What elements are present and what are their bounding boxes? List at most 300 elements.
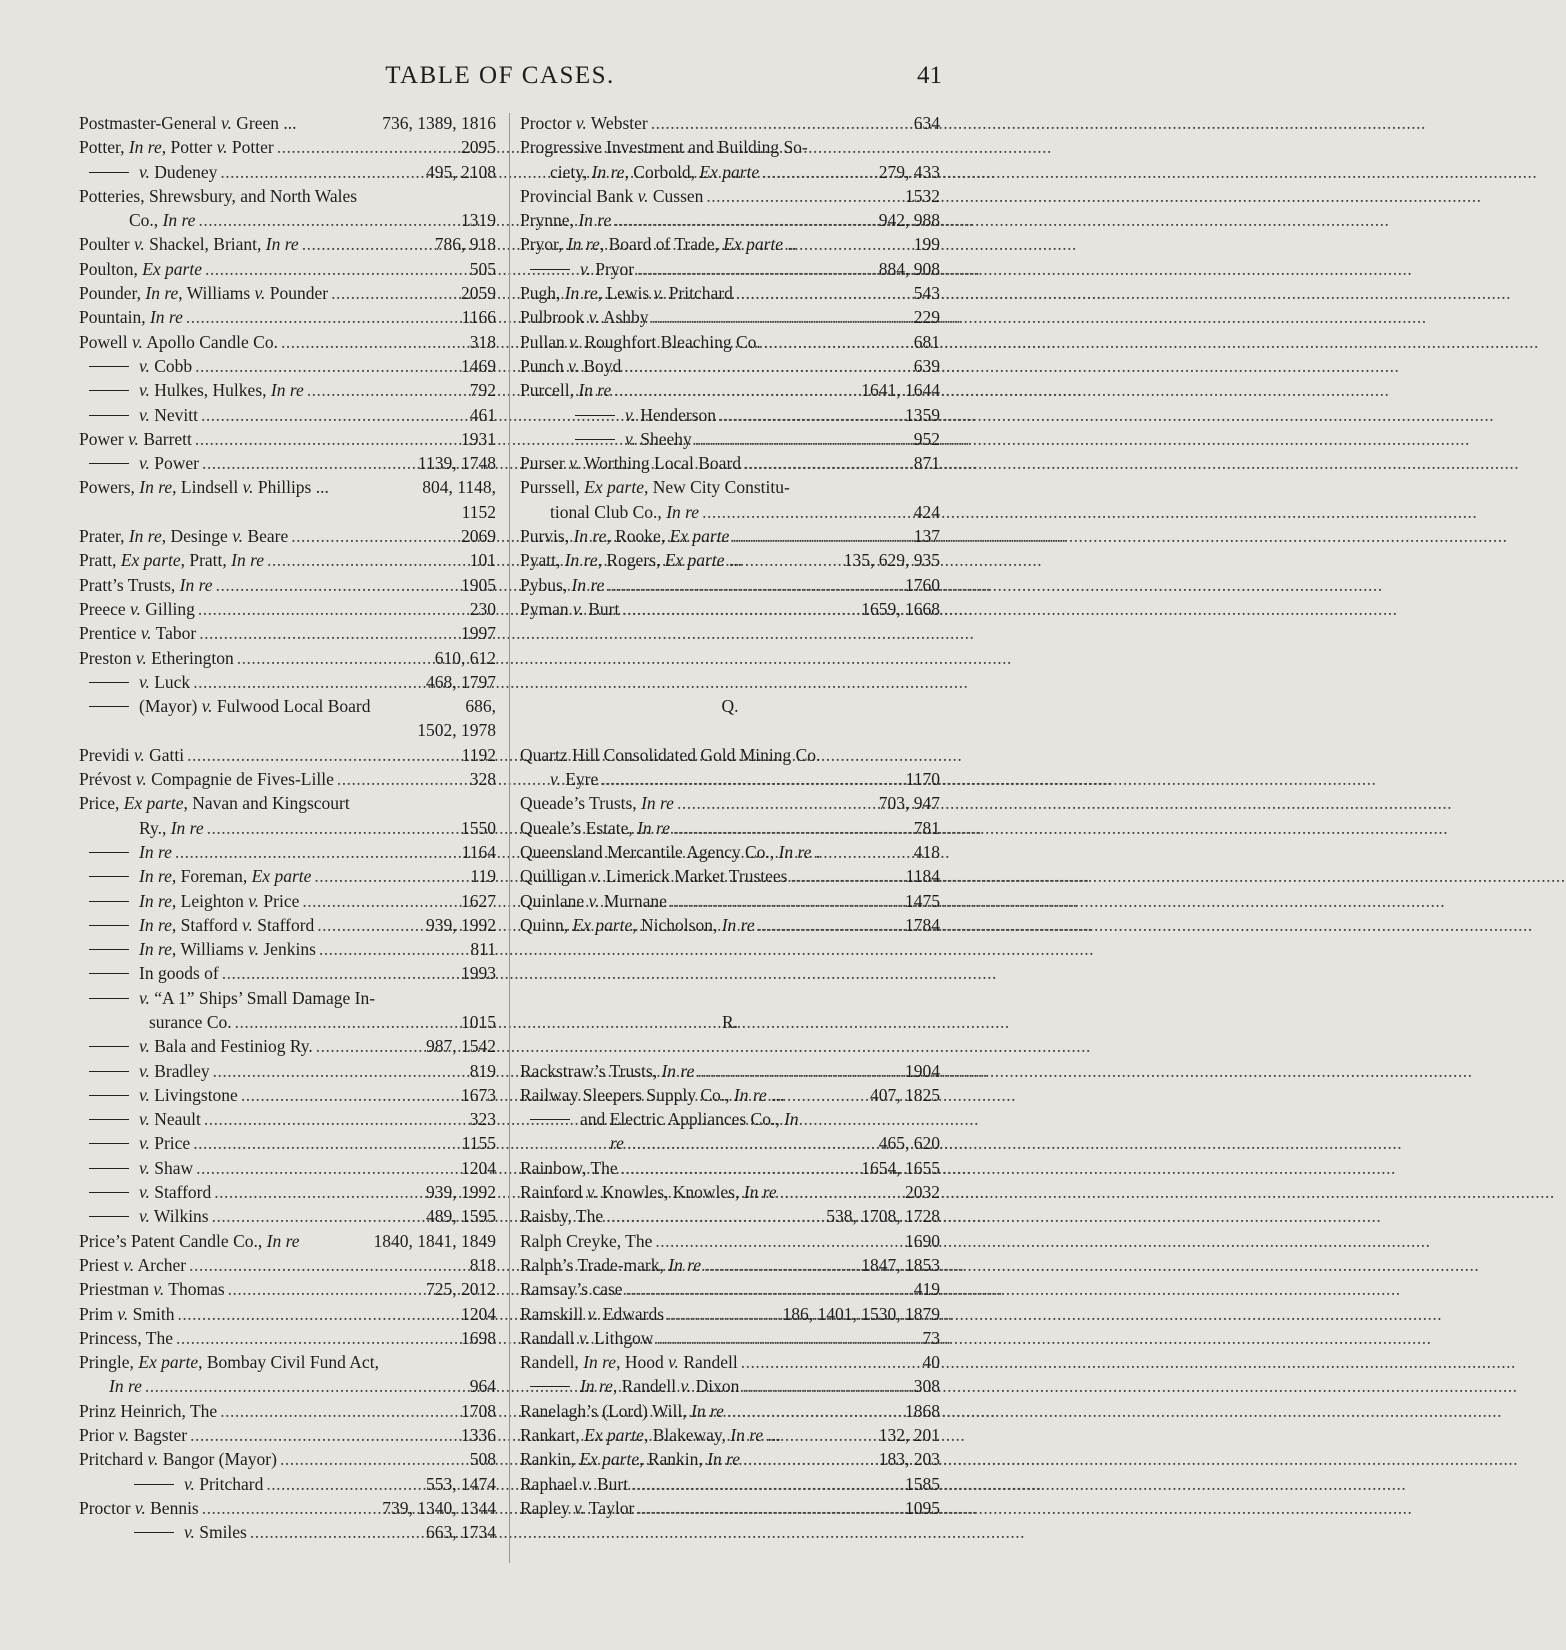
- entry-line: [520, 743, 940, 767]
- entry-line: [79, 718, 496, 742]
- dot-leader: [195, 597, 466, 621]
- entry-line: [520, 281, 940, 305]
- dot-leader: [219, 961, 457, 985]
- page-reference: 468, 1797: [426, 671, 496, 692]
- case-name: Price, Ex parte, Navan and Kingscourt: [79, 793, 350, 814]
- index-entry: [520, 816, 940, 840]
- entry-line: [520, 1326, 940, 1350]
- entry-line: [79, 1180, 496, 1204]
- index-entry: [520, 354, 940, 378]
- case-name: v. Henderson: [625, 404, 717, 425]
- page-reference: 1532: [905, 185, 940, 206]
- page-reference: 1192: [461, 744, 496, 765]
- entry-line: [520, 208, 940, 232]
- dot-leader: [619, 597, 857, 621]
- entry-line: [79, 548, 496, 572]
- case-name: Ranelagh’s (Lord) Will, In re: [520, 1400, 724, 1421]
- case-name: Poulter v. Shackel, Briant, In re: [79, 234, 299, 255]
- entry-line: [79, 184, 496, 208]
- page-reference: 101: [469, 550, 496, 571]
- index-entry: [520, 1496, 940, 1520]
- case-name: In re: [109, 1376, 142, 1397]
- page-reference: 703, 947: [878, 793, 940, 814]
- entry-line: [79, 646, 496, 670]
- index-entry: [79, 889, 496, 913]
- dot-leader: [184, 743, 457, 767]
- dot-leader: [692, 427, 910, 451]
- page-reference: 1170: [905, 769, 940, 790]
- page-reference: 137: [913, 526, 940, 547]
- entry-line: [79, 1447, 496, 1471]
- entry-line: [79, 403, 496, 427]
- index-entry: [79, 913, 496, 937]
- case-name: tional Club Co., In re: [550, 501, 700, 522]
- dot-leader: [652, 1229, 901, 1253]
- entry-line: [79, 889, 496, 913]
- entry-line: [79, 1302, 496, 1326]
- entry-line: [520, 1107, 940, 1131]
- page-reference: 73: [922, 1327, 940, 1348]
- case-name: Prynne, In re: [520, 210, 612, 231]
- entry-line: [520, 816, 940, 840]
- dot-leader: [299, 232, 431, 256]
- index-entry: [520, 1253, 940, 1277]
- dot-leader: [234, 646, 431, 670]
- page-reference: 508: [469, 1449, 496, 1470]
- entry-line: [79, 694, 496, 718]
- entry-line: [79, 1350, 496, 1374]
- entry-line: [79, 816, 496, 840]
- index-entry: [79, 1520, 496, 1544]
- case-name: surance Co.: [149, 1011, 232, 1032]
- entry-line: [79, 427, 496, 451]
- index-entry: [520, 305, 940, 329]
- entry-line: [520, 135, 940, 159]
- case-name: Proctor v. Bennis: [79, 1497, 199, 1518]
- case-name: v. Power: [139, 453, 199, 474]
- page-reference: 1784: [905, 914, 940, 935]
- page-reference: 407, 1825: [870, 1084, 940, 1105]
- case-name: v. Hulkes, Hulkes, In re: [139, 380, 304, 401]
- entry-line: [79, 1496, 496, 1520]
- page-reference: 553, 1474: [426, 1473, 496, 1494]
- index-entry: [520, 111, 940, 135]
- page-reference: 2032: [905, 1182, 940, 1203]
- case-name: Randell, In re, Hood v. Randell: [520, 1352, 738, 1373]
- entry-line: [79, 1229, 496, 1253]
- page-reference: 229: [913, 307, 940, 328]
- case-name: Preece v. Gilling: [79, 598, 195, 619]
- page-reference: 725, 2012: [426, 1279, 496, 1300]
- ditto-dash: [89, 973, 129, 974]
- dot-leader: [210, 1059, 466, 1083]
- dot-leader: [199, 451, 414, 475]
- dot-leader: [211, 1180, 422, 1204]
- entry-line: [79, 1034, 496, 1058]
- case-name: Ralph Creyke, The: [520, 1230, 653, 1251]
- entry-line: [520, 889, 940, 913]
- entry-line: [79, 1131, 496, 1155]
- index-entry: [79, 1423, 496, 1447]
- dot-leader: [174, 1302, 457, 1326]
- page-reference: 199: [913, 234, 940, 255]
- entry-line: [79, 670, 496, 694]
- case-name: Ralph’s Trade-mark, In re: [520, 1254, 702, 1275]
- entry-line: [79, 961, 496, 985]
- case-name: Quinn, Ex parte, Nicholson, In re: [520, 914, 755, 935]
- entry-line: [79, 1472, 496, 1496]
- entry-line: [79, 208, 496, 232]
- dot-leader: [183, 305, 458, 329]
- index-entry: [520, 475, 940, 524]
- ditto-dash: [575, 415, 615, 416]
- dot-leader: [204, 816, 457, 840]
- dot-leader: [664, 1302, 778, 1326]
- page-reference: 1585: [905, 1473, 940, 1494]
- page-reference: 489, 1595: [426, 1206, 496, 1227]
- ditto-dash: [89, 1143, 129, 1144]
- case-name: Raphael v. Burt: [520, 1473, 629, 1494]
- entry-line: [520, 111, 940, 135]
- index-entry: [520, 1399, 940, 1423]
- dot-leader: [623, 1277, 910, 1301]
- index-entry: [79, 1131, 496, 1155]
- index-entry: [79, 937, 496, 961]
- entry-line: [79, 1010, 496, 1034]
- dot-leader: [316, 937, 467, 961]
- page-reference: 186, 1401, 1530, 1879: [782, 1303, 940, 1324]
- page-reference: 328: [469, 769, 496, 790]
- case-name: Priestman v. Thomas: [79, 1279, 225, 1300]
- case-name: v. Wilkins: [139, 1206, 209, 1227]
- dot-leader: [196, 621, 457, 645]
- entry-line: [520, 1059, 940, 1083]
- dot-leader: [624, 1131, 875, 1155]
- case-name: v. Bradley: [139, 1060, 210, 1081]
- ditto-dash: [89, 949, 129, 950]
- entry-line: [79, 524, 496, 548]
- case-name: v. Sheehy: [625, 428, 692, 449]
- spacer: [520, 646, 940, 670]
- dot-leader: [621, 354, 909, 378]
- index-entry: [79, 160, 496, 184]
- page-reference: 1319: [461, 210, 496, 231]
- entry-line: [520, 1423, 940, 1447]
- dot-leader: [190, 1131, 457, 1155]
- case-name: v. Dudeney: [139, 161, 218, 182]
- dot-leader: [716, 403, 901, 427]
- index-entry: [79, 403, 496, 427]
- page-reference: 1993: [461, 963, 496, 984]
- entry-line: [79, 451, 496, 475]
- entry-line: [520, 378, 940, 402]
- page-reference: 419: [913, 1279, 940, 1300]
- dot-leader: [304, 378, 466, 402]
- index-entry: [79, 597, 496, 621]
- case-name: re: [610, 1133, 624, 1154]
- dot-leader: [264, 548, 466, 572]
- index-entry: [79, 791, 496, 840]
- case-name: Rapley v. Taylor: [520, 1497, 635, 1518]
- entry-line: [520, 1204, 940, 1228]
- page-reference: 538, 1708, 1728: [826, 1206, 940, 1227]
- right-column: [520, 111, 940, 1520]
- entry-line: [520, 1472, 940, 1496]
- ditto-dash: [89, 1071, 129, 1072]
- page-reference: 871: [913, 453, 940, 474]
- page-reference: 183, 203: [878, 1449, 940, 1470]
- ditto-dash: [530, 1386, 570, 1387]
- dot-leader: [634, 1496, 901, 1520]
- page-reference: 1502, 1978: [417, 720, 496, 741]
- page-reference: 505: [469, 258, 496, 279]
- entry-line: [520, 1180, 940, 1204]
- index-entry: [79, 305, 496, 329]
- entry-line: [79, 573, 496, 597]
- index-entry: [79, 451, 496, 475]
- dot-leader: [755, 913, 901, 937]
- page-reference: 792: [469, 380, 496, 401]
- case-name: v. “A 1” Ships’ Small Damage In-: [139, 987, 376, 1008]
- case-name: Purser v. Worthing Local Board: [520, 453, 742, 474]
- case-name: Price’s Patent Candle Co., In re: [79, 1230, 300, 1251]
- index-entry: [79, 427, 496, 451]
- dot-leader: [199, 1496, 379, 1520]
- case-name: Pountain, In re: [79, 307, 183, 328]
- index-entry: [520, 403, 940, 427]
- index-entry: [520, 232, 940, 256]
- ditto-dash: [134, 1532, 174, 1533]
- dot-leader: [274, 135, 457, 159]
- index-entry: [520, 1180, 940, 1204]
- page-reference: 1475: [905, 890, 940, 911]
- entry-line: [520, 1350, 940, 1374]
- ditto-dash: [89, 463, 129, 464]
- index-entry: [79, 1204, 496, 1228]
- case-name: Pryor, In re, Board of Trade, Ex parte ..: [520, 234, 797, 255]
- page-reference: 1152: [461, 501, 496, 522]
- page-reference: 119: [470, 866, 496, 887]
- ditto-dash: [575, 439, 615, 440]
- page-reference: 781: [913, 817, 940, 838]
- entry-line: [79, 840, 496, 864]
- page-reference: 1904: [905, 1060, 940, 1081]
- dot-leader: [202, 257, 466, 281]
- column-divider: [509, 113, 510, 1563]
- entry-line: [79, 1083, 496, 1107]
- dot-leader: [694, 1059, 901, 1083]
- dot-leader: [604, 573, 901, 597]
- dot-leader: [277, 1447, 466, 1471]
- index-entry: [520, 548, 940, 572]
- index-entry: [79, 330, 496, 354]
- entry-line: [520, 1447, 940, 1471]
- page-reference: 1690: [905, 1230, 940, 1251]
- index-entry: [520, 1083, 940, 1107]
- dot-leader: [213, 573, 457, 597]
- page-reference: 1673: [461, 1084, 496, 1105]
- index-entry: [79, 135, 496, 159]
- page-reference: 2095: [461, 137, 496, 158]
- entry-line: [520, 257, 940, 281]
- page-reference: 1469: [461, 355, 496, 376]
- case-name: Randall v. Lithgow: [520, 1327, 654, 1348]
- ditto-dash: [89, 415, 129, 416]
- index-entry: [79, 961, 496, 985]
- dot-leader: [724, 1399, 901, 1423]
- entry-line: [79, 135, 496, 159]
- spacer: [520, 937, 940, 961]
- index-entry: [520, 1277, 940, 1301]
- case-name: Rankin, Ex parte, Rankin, In re: [520, 1449, 741, 1470]
- page-reference: 418: [913, 841, 940, 862]
- dot-leader: [674, 791, 875, 815]
- dot-leader: [217, 160, 422, 184]
- case-name: Purssell, Ex parte, New City Constitu-: [520, 477, 790, 498]
- index-entry: [79, 1496, 496, 1520]
- index-entry: [79, 354, 496, 378]
- case-name: Railway Sleepers Supply Co., In re ...: [520, 1084, 785, 1105]
- entry-line: [79, 500, 496, 524]
- case-name: Rainford v. Knowles, Knowles, In re: [520, 1182, 777, 1203]
- case-name: Pounder, In re, Williams v. Pounder: [79, 283, 329, 304]
- dot-leader: [628, 1472, 901, 1496]
- case-name: In re, Randell v. Dixon: [580, 1376, 740, 1397]
- page-reference: 1204: [461, 1303, 496, 1324]
- case-name: Pulbrook v. Ashby: [520, 307, 649, 328]
- page-reference: 1627: [461, 890, 496, 911]
- page-reference: 1164: [461, 841, 496, 862]
- entry-line: [520, 427, 940, 451]
- entry-line: [520, 1496, 940, 1520]
- index-entry: [520, 889, 940, 913]
- entry-line: [520, 1229, 940, 1253]
- entry-line: [79, 743, 496, 767]
- dot-leader: [634, 257, 875, 281]
- ditto-dash: [134, 1484, 174, 1485]
- index-entry: [520, 791, 940, 815]
- entry-line: [520, 160, 940, 184]
- entry-line: [520, 1156, 940, 1180]
- case-name: Queale’s Estate, In re: [520, 817, 670, 838]
- case-name: Prentice v. Tabor: [79, 623, 197, 644]
- dot-leader: [603, 1204, 822, 1228]
- dot-leader: [611, 378, 857, 402]
- page-reference: 1847, 1853: [861, 1254, 940, 1275]
- page-reference: 639: [913, 355, 940, 376]
- case-name: Poulton, Ex parte: [79, 258, 202, 279]
- dot-leader: [225, 1277, 422, 1301]
- page-reference: 424: [913, 501, 940, 522]
- entry-line: [79, 937, 496, 961]
- dot-leader: [777, 1180, 901, 1204]
- page-reference: 543: [913, 283, 940, 304]
- page-reference: 1698: [461, 1327, 496, 1348]
- entry-line: [520, 403, 940, 427]
- case-name: Rainbow, The: [520, 1157, 618, 1178]
- index-entry: [79, 281, 496, 305]
- dot-leader: [699, 500, 910, 524]
- page-reference: 461: [469, 404, 496, 425]
- index-entry: [520, 1447, 940, 1471]
- index-entry: [79, 378, 496, 402]
- index-entry: [79, 1059, 496, 1083]
- entry-line: [520, 913, 940, 937]
- entry-line: [79, 1107, 496, 1131]
- case-name: In re, Stafford v. Stafford: [139, 914, 315, 935]
- entry-line: [79, 791, 496, 815]
- index-entry: [520, 1302, 940, 1326]
- section-letter-heading: Q.: [721, 696, 739, 717]
- case-name: In re, Foreman, Ex parte: [139, 866, 312, 887]
- case-name: Potter, In re, Potter v. Potter: [79, 137, 274, 158]
- page-reference: 1155: [461, 1133, 496, 1154]
- page-reference: 2059: [461, 283, 496, 304]
- index-entry: [79, 1180, 496, 1204]
- page-reference: 663, 1734: [426, 1522, 496, 1543]
- index-entry: [520, 1423, 940, 1447]
- case-name: Prater, In re, Desinge v. Beare: [79, 526, 289, 547]
- dot-leader: [263, 1472, 422, 1496]
- case-name: Progressive Investment and Building So-: [520, 137, 808, 158]
- dot-leader: [648, 111, 910, 135]
- dot-leader: [328, 281, 457, 305]
- index-entry: [520, 840, 940, 864]
- entry-line: [79, 1326, 496, 1350]
- entry-line: [520, 1253, 940, 1277]
- case-name: v. Livingstone: [139, 1084, 238, 1105]
- entry-line: [79, 913, 496, 937]
- index-entry: [520, 1374, 940, 1398]
- case-name: Princess, The: [79, 1327, 173, 1348]
- page-reference: 819: [469, 1060, 496, 1081]
- dot-leader: [187, 1423, 457, 1447]
- entry-line: [520, 330, 940, 354]
- spacer: [520, 961, 940, 985]
- spacer: [520, 718, 940, 742]
- index-entry: [79, 694, 496, 743]
- case-name: v. Luck: [139, 671, 191, 692]
- case-name: v. Pritchard: [184, 1473, 264, 1494]
- case-name: Quinlane v. Murnane: [520, 890, 667, 911]
- page-reference: 1359: [905, 404, 940, 425]
- entry-line: [520, 1131, 940, 1155]
- index-entry: [79, 475, 496, 524]
- ditto-dash: [89, 1168, 129, 1169]
- ditto-dash: [530, 1119, 570, 1120]
- page-reference: 495, 2108: [426, 161, 496, 182]
- index-entry: [79, 524, 496, 548]
- case-name: Preston v. Etherington: [79, 647, 234, 668]
- page-header: [0, 62, 1000, 96]
- dot-leader: [193, 1156, 457, 1180]
- dot-leader: [741, 451, 910, 475]
- index-entry: [79, 1302, 496, 1326]
- index-entry: [79, 840, 496, 864]
- entry-line: [520, 840, 940, 864]
- dot-leader: [670, 816, 910, 840]
- index-entry: [520, 1350, 940, 1374]
- ditto-dash: [89, 1046, 129, 1047]
- page-reference: 318: [469, 331, 496, 352]
- dot-leader: [618, 1156, 858, 1180]
- index-entry: [79, 864, 496, 888]
- entry-line: [79, 1204, 496, 1228]
- index-entry: [520, 573, 940, 597]
- dot-leader: [142, 1374, 466, 1398]
- case-name: Powers, In re, Lindsell v. Phillips ...: [79, 477, 329, 498]
- ditto-dash: [89, 390, 129, 391]
